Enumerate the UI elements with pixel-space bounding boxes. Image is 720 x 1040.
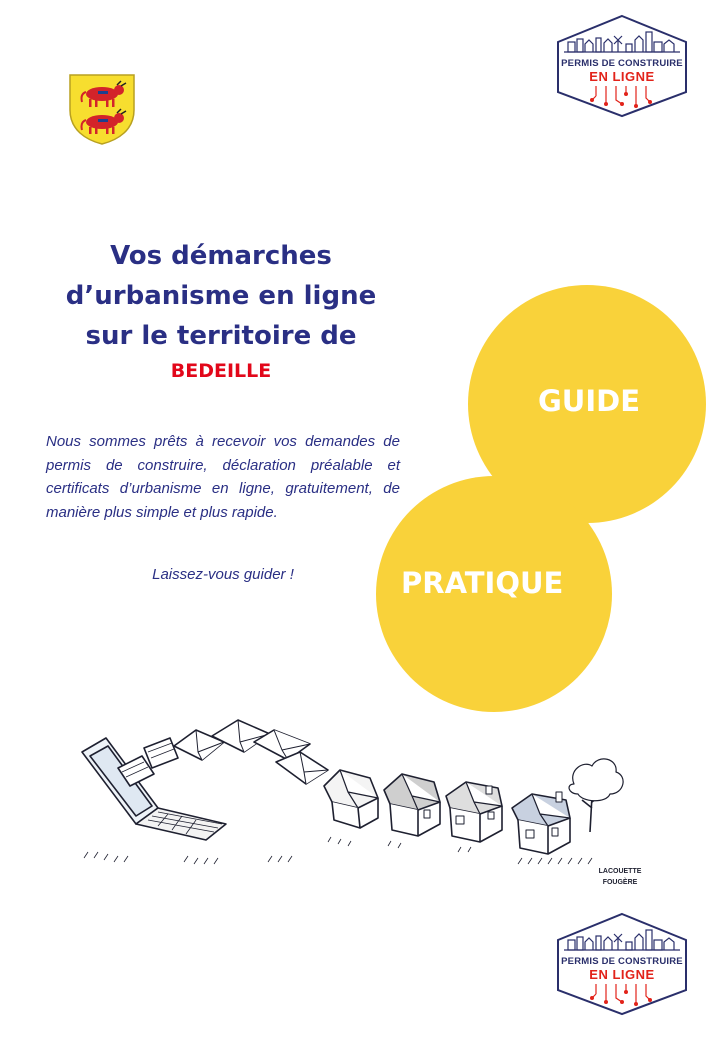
- artist-signature: [590, 862, 650, 890]
- page-title: [40, 236, 402, 356]
- tagline: Laissez-vous guider !: [152, 566, 294, 583]
- title-line-1: Vos démarches: [110, 241, 332, 271]
- title-line-2: d’urbanisme en ligne: [65, 281, 377, 311]
- guide-label: GUIDE: [538, 384, 641, 418]
- logo-line1: PERMIS DE CONSTRUIRE: [561, 58, 683, 69]
- permis-de-construire-logo-top: [556, 14, 688, 118]
- permis-de-construire-logo-bottom: [556, 912, 688, 1016]
- intro-paragraph: Nous sommes prêts à recevoir vos demandes de permis de construire, déclaration préalable et certificats d’urbanisme en ligne, gratuitement, de manière plus simple et plus rapide.: [46, 433, 400, 522]
- logo-line2: EN LIGNE: [589, 69, 655, 84]
- logo-line1: PERMIS DE CONSTRUIRE: [561, 956, 683, 967]
- town-name: BEDEILLE: [170, 360, 272, 382]
- coat-of-arms-icon: [66, 72, 138, 146]
- pratique-label: PRATIQUE: [401, 566, 564, 600]
- svg-text:LACOUETTE: LACOUETTE: [598, 868, 642, 875]
- logo-line2: EN LIGNE: [589, 967, 655, 982]
- title-line-3: sur le territoire de: [85, 321, 357, 351]
- laptop-to-houses-illustration: [78, 712, 640, 890]
- svg-text:FOUGÈRE: FOUGÈRE: [602, 879, 638, 886]
